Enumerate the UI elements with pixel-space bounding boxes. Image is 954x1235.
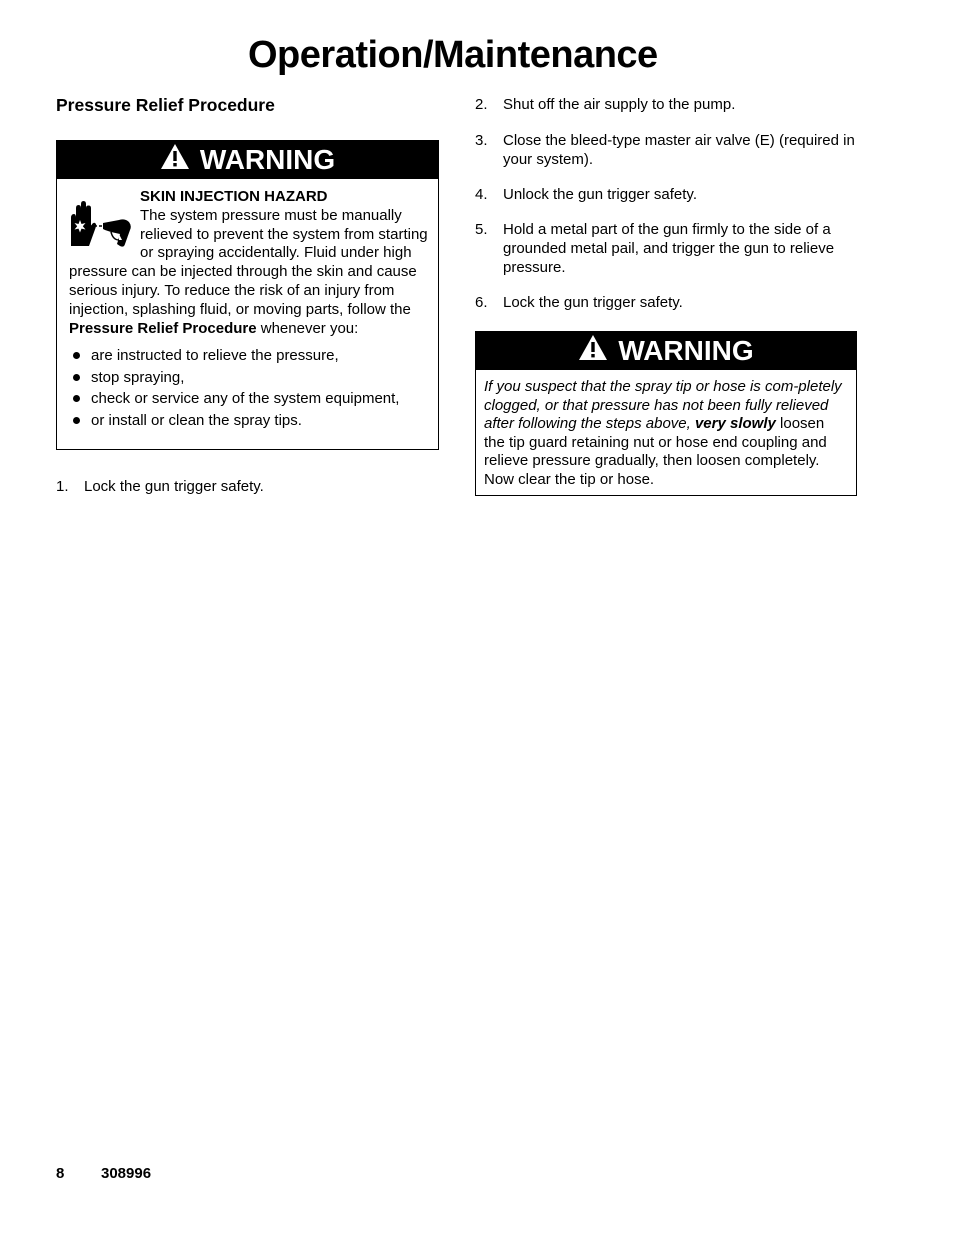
procedure-step bbox=[475, 293, 855, 312]
step-text: Lock the gun trigger safety. bbox=[84, 478, 264, 495]
section-heading: Pressure Relief Procedure bbox=[56, 95, 275, 115]
warning-text-rest: loosen the tip guard retaining nut or hose end coupling and relieve pressure gradually, then loosen completely. Now clear the tip or hose. bbox=[484, 415, 827, 488]
hazard-text-tail: whenever you: bbox=[256, 319, 359, 337]
step-number: 2. bbox=[475, 96, 488, 113]
warning-triangle-icon bbox=[160, 143, 190, 177]
list-item: or install or clean the spray tips. bbox=[69, 410, 428, 432]
step-number: 6. bbox=[475, 294, 488, 311]
hazard-title: SKIN INJECTION HAZARD bbox=[140, 188, 328, 205]
step-text: Hold a metal part of the gun firmly to the side of a grounded metal pail, and trigger the gun to relieve pressure. bbox=[503, 221, 835, 276]
step-number: 1. bbox=[56, 478, 69, 495]
page-title: Operation/Maintenance bbox=[248, 34, 658, 76]
procedure-step bbox=[475, 220, 857, 277]
warning-header-label: WARNING bbox=[199, 144, 336, 175]
page-footer bbox=[56, 1165, 151, 1182]
list-item: check or service any of the system equipment, bbox=[69, 388, 428, 410]
hazard-text-procedure-ref: Pressure Relief Procedure bbox=[69, 319, 257, 337]
warning-body bbox=[476, 370, 856, 490]
warning-header bbox=[57, 141, 438, 179]
procedure-step bbox=[475, 185, 855, 204]
step-text: Unlock the gun trigger safety. bbox=[503, 186, 697, 203]
warning-header bbox=[476, 332, 856, 370]
step-number: 5. bbox=[475, 221, 488, 238]
procedure-step bbox=[56, 477, 436, 496]
warning-text-italic: If you suspect that the spray tip or hose is com-pletely clogged, or that pressure has not been fully relieved after following the steps above, bbox=[484, 378, 842, 433]
skin-injection-hazard-icon bbox=[67, 196, 137, 256]
list-item: are instructed to relieve the pressure, bbox=[69, 345, 428, 367]
procedure-step bbox=[475, 95, 855, 114]
warning-triangle-icon bbox=[578, 334, 608, 368]
document-number: 308996 bbox=[101, 1165, 152, 1182]
skin-injection-warning-box bbox=[56, 140, 439, 450]
step-text: Lock the gun trigger safety. bbox=[503, 294, 683, 311]
clogged-tip-warning-box bbox=[475, 331, 857, 496]
warning-text-emphasis: very slowly bbox=[694, 415, 776, 433]
page-number: 8 bbox=[56, 1165, 65, 1182]
hazard-bullet-list bbox=[69, 345, 428, 431]
hazard-text-intro: The system pressure must be manually relieved to prevent the system from starting or spraying accidentally. Fluid under high pressure can be injected through the skin and cause serious injury. To reduce the risk of an injury from injection, splashing fluid, or moving parts, follow the bbox=[69, 206, 428, 318]
step-number: 3. bbox=[475, 132, 488, 149]
list-item: stop spraying, bbox=[69, 367, 428, 389]
warning-body bbox=[57, 179, 438, 431]
step-number: 4. bbox=[475, 186, 488, 203]
procedure-step bbox=[475, 131, 857, 169]
warning-header-label: WARNING bbox=[618, 335, 754, 366]
step-text: Shut off the air supply to the pump. bbox=[503, 96, 736, 113]
step-text: Close the bleed-type master air valve (E) (required in your system). bbox=[503, 132, 855, 168]
